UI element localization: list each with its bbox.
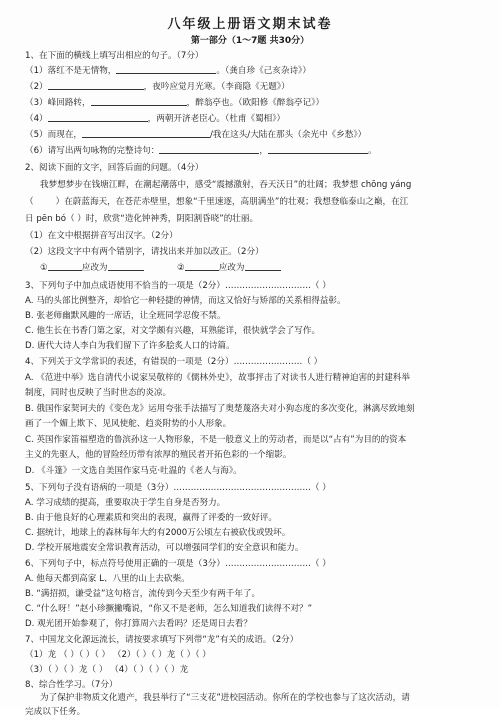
q1-line-3: （3）峰回路转， ，醉翁亭也。（欧阳修《醉翁亭记》） <box>25 98 325 108</box>
q6-stem: 6、下列句子中，标点符号使用正确的一项是（3分）…………………………（ ） <box>25 559 331 569</box>
q6-option-c[interactable]: C. “什么呀！”赵小珍撅撇嘴说，“你又不是老师，怎么知道我们读得不对？” <box>25 604 313 614</box>
answer-blank[interactable] <box>48 270 82 271</box>
q4-option-d[interactable]: D. 《斗篷》一文选自美国作家马克·吐温的《老人与海》。 <box>25 466 242 476</box>
q8-stem: 8、综合性学习。（7分） <box>25 680 118 690</box>
answer-blank[interactable] <box>245 270 281 271</box>
q3-option-d[interactable]: D. 唐代大诗人李白为我们留下了许多脍炙人口的诗篇。 <box>25 341 235 351</box>
q5-stem: 5、下列句子没有语病的一项是（3分）…………………………………………（ ） <box>25 483 331 493</box>
q3-option-a[interactable]: A. 马的头部比例整齐，却恰它一种轻捷的神情，而这又恰好与矫部的关系相得益彰。 <box>25 296 346 306</box>
q1-line-2: （2） ，夜吟应觉月光寒。（李商隐《无题》） <box>25 82 290 92</box>
q7-stem: 7、中国龙文化源远流长，请按要求填写下列带“龙”有关的成语。（2分） <box>25 635 299 645</box>
q1-line-1: （1）落红不是无情物， 。（龚自珍《己亥杂诗》） <box>25 66 311 76</box>
q2-passage-line-2: （ ）在蔚蓝海天，在苍茫赤壁里，想象“千里速逐，高朋满坐”的壮观；我想登临泰山之巅，在江 <box>25 197 409 207</box>
q5-option-b[interactable]: B. 由于他良好的心理素质和突出的表现，赢得了评委的一致好评。 <box>25 513 277 523</box>
q2-passage-line-3: 日 pēn bó（ ）时，欣赏“造化钟神秀，阴阳割昏晓”的壮丽。 <box>25 214 259 224</box>
answer-blank[interactable] <box>48 121 148 122</box>
answer-blank[interactable] <box>159 153 259 154</box>
q4-option-b-cont: 画了一个媚上欺下、见风使舵、趋炎附势的小人形象。 <box>25 419 232 429</box>
answer-blank[interactable] <box>185 270 219 271</box>
q4-option-c-cont: 主义的先驱人，他的冒险经历带有浓厚的殖民者开拓色彩的一个缩影。 <box>25 450 292 460</box>
answer-blank[interactable] <box>91 105 187 106</box>
q4-stem: 4、下列关于文学常识的表述，有错误的一项是（2分）……………………（ ） <box>25 357 323 367</box>
q4-option-c[interactable]: C. 英国作家笛福塑造的鲁滨孙这一人物形象，不是一般意义上的劳动者，而是以“占有”为目的的资本 <box>25 435 407 445</box>
answer-blank[interactable] <box>108 270 144 271</box>
q8-paragraph-line-1: 为了保护非物质文化遗产，我县举行了“三支花”进校园活动。你所在的学校也参与了这次活动，请 <box>40 693 410 703</box>
q4-option-a[interactable]: A. 《范进中举》选自清代小说家吴敬梓的《儒林外史》，故事抨击了对读书人进行精神迫害的封建科举 <box>25 373 411 383</box>
section-one-heading: 第一部分（1～7题 共30分） <box>190 36 310 46</box>
q1-stem: 1、在下面的横线上填写出相应的句子。（7分） <box>25 51 204 61</box>
answer-blank[interactable] <box>48 89 144 90</box>
q2-stem: 2、阅读下面的文字，回答后面的问题。（4分） <box>25 163 204 173</box>
q6-option-d[interactable]: D. 观光团开始参观了，你打算周六去看吗？还是周日去看？ <box>25 619 252 629</box>
q2-passage-line-1: 我梦想梦步在钱塘江畔，在潮起潮落中，感受“震撼激射，吞天沃日”的壮阔；我梦想 chōng yáng <box>40 180 412 190</box>
exam-title: 八年级上册语文期末试卷 <box>167 17 333 32</box>
q5-option-d[interactable]: D. 学校开展地震安全常识教育活动，可以增强同学们的安全意识和能力。 <box>25 543 304 553</box>
q3-stem: 3、下列句子中加点成语使用不恰当的一项是（2分）…………………………（ ） <box>25 281 331 291</box>
q6-option-a[interactable]: A. 他每天都到高家 L、八里的山上去砍柴。 <box>25 574 190 584</box>
q1-line-6: （6）请写出两句咏物的完整诗句： ， 。 <box>25 146 377 156</box>
q1-line-5: （5）而现在， /我在这头/大陆在那头（余光中《乡愁》） <box>25 130 367 140</box>
q6-option-b[interactable]: B. “满招损，谦受益”这句格言，流传到今天至少有两千年了。 <box>25 589 261 599</box>
q2-sub-1: （1）在文中根据拼音写出汉字。（2分） <box>25 231 178 241</box>
answer-blank[interactable] <box>268 153 368 154</box>
answer-blank[interactable] <box>116 73 216 74</box>
q4-option-b[interactable]: B. 俄国作家契诃夫的《变色龙》运用夸张手法描写了奥楚蔑洛夫对小狗态度的多次变化，淋漓尽致地刻 <box>25 404 415 414</box>
answer-blank[interactable] <box>82 137 210 138</box>
q5-option-c[interactable]: C. 据统计，地球上的森林每年大约有2000万公顷左右被砍伐或毁坏。 <box>25 528 291 538</box>
q2-sub-2: （2）这段文字中有两个错别字，请找出来并加以改正。（2分） <box>25 247 264 257</box>
q5-option-a[interactable]: A. 学习成绩的提高，重要取决于学生自身是否努力。 <box>25 498 226 508</box>
q7-row-2[interactable]: （3）（ ）（ ）龙（ ） （4）（ ）（ ）（ ）龙 <box>25 665 189 675</box>
q4-option-a-cont: 制度，同时也反映了当时世态的炎凉。 <box>25 388 172 398</box>
q1-line-4: （4） ，两朝开济老臣心。（杜甫《蜀相》） <box>25 114 286 124</box>
q3-option-b[interactable]: B. 张老师幽默风趣的一席话，让全班同学忍俊不禁。 <box>25 311 226 321</box>
q2-corrections: ① 应改为 ② 应改为 <box>40 264 486 273</box>
q7-row-1[interactable]: （1）龙 （ ）（ ）（ ） （2）（ ）（ ）龙（ ）（ ） <box>25 650 211 660</box>
q3-option-c[interactable]: C. 他生长在书香门第之家，对文学颇有兴趣，耳熟能详，很快就学会了写作。 <box>25 326 321 336</box>
q8-paragraph-line-2: 完成以下任务。 <box>25 707 86 717</box>
